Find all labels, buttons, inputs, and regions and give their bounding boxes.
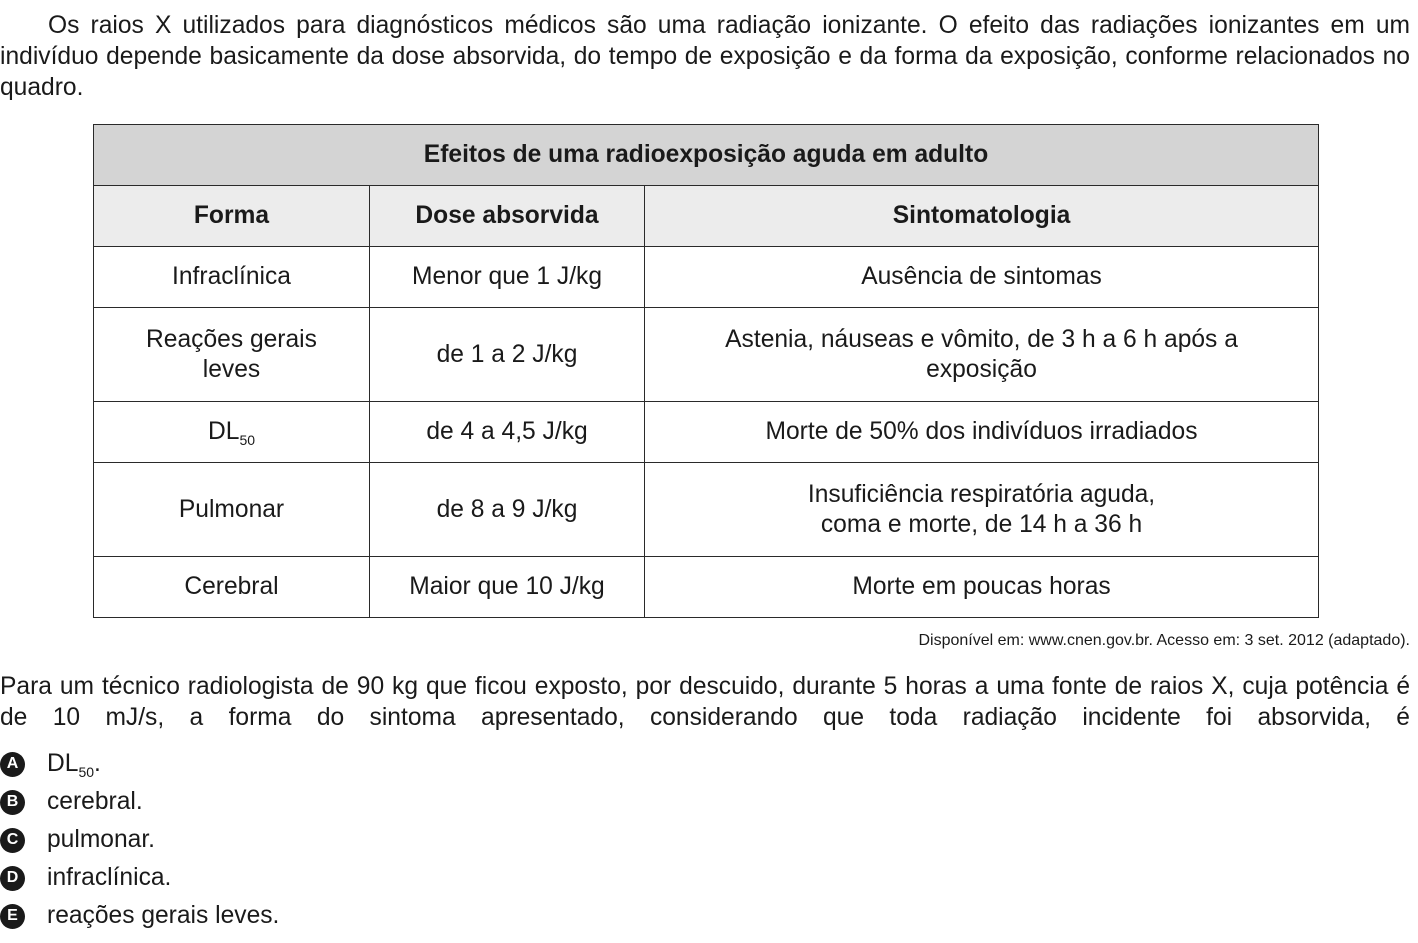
option-c[interactable]	[0, 821, 279, 859]
answer-options	[0, 745, 279, 935]
intro-paragraph: Os raios X utilizados para diagnósticos médicos são uma radiação ionizante. O efeito das radiações ionizantes em um indivíduo depende basicamente da dose absorvida, do tempo de exposição e da forma da exposição, conforme relacionados no quadro.	[0, 12, 1410, 101]
cell-dose: Menor que 1 J/kg	[370, 247, 645, 308]
cell-forma: Infraclínica	[94, 247, 370, 308]
option-text: infraclínica.	[47, 864, 172, 891]
option-letter-badge: A	[0, 752, 25, 777]
cell-dose: de 1 a 2 J/kg	[370, 308, 645, 402]
table-row	[94, 402, 1319, 463]
cell-sintomatologia: Morte em poucas horas	[645, 557, 1319, 618]
cell-forma-text: Reações gerais leves	[146, 325, 317, 383]
option-b[interactable]	[0, 783, 279, 821]
option-d[interactable]	[0, 859, 279, 897]
option-letter-badge: E	[0, 904, 25, 929]
cell-forma	[94, 402, 370, 463]
table-row	[94, 557, 1319, 618]
cell-dose: de 4 a 4,5 J/kg	[370, 402, 645, 463]
option-text: cerebral.	[47, 788, 143, 815]
option-text-base: DL	[47, 750, 79, 777]
header-forma: Forma	[94, 186, 370, 247]
cell-forma	[94, 308, 370, 402]
cell-sintomatologia: Morte de 50% dos indivíduos irradiados	[645, 402, 1319, 463]
table-row	[94, 247, 1319, 308]
cell-forma: Cerebral	[94, 557, 370, 618]
question-text: Para um técnico radiologista de 90 kg que ficou exposto, por descuido, durante 5 horas a uma fonte de raios X, cuja potência é de 10 mJ/s, a forma do sintoma apresentado, considerando que toda radiação incidente foi absorvida, é	[0, 673, 1410, 731]
option-a[interactable]	[0, 745, 279, 783]
cell-forma-base: DL	[207, 418, 240, 445]
option-text: reações gerais leves.	[47, 902, 280, 929]
cell-dose: de 8 a 9 J/kg	[370, 463, 645, 557]
cell-sintomatologia	[645, 308, 1319, 402]
option-letter-badge: D	[0, 866, 25, 891]
option-text	[47, 750, 101, 778]
table-row	[94, 463, 1319, 557]
option-text: pulmonar.	[47, 826, 156, 853]
cell-dose: Maior que 10 J/kg	[370, 557, 645, 618]
header-dose: Dose absorvida	[370, 186, 645, 247]
table-title: Efeitos de uma radioexposição aguda em adulto	[94, 125, 1319, 186]
cell-sintomatologia	[645, 463, 1319, 557]
cell-sintomatologia-line: Insuficiência respiratória aguda,	[807, 480, 1156, 508]
header-sintomatologia: Sintomatologia	[645, 186, 1319, 247]
table-row	[94, 308, 1319, 402]
cell-sintomatologia: Ausência de sintomas	[645, 247, 1319, 308]
option-text-subscript: 50	[78, 764, 95, 780]
option-letter-badge: C	[0, 828, 25, 853]
option-text-end: .	[94, 750, 101, 777]
cell-sintomatologia-line: coma e morte, de 14 h a 36 h	[820, 510, 1143, 538]
source-citation: Disponível em: www.cnen.gov.br. Acesso em: 3 set. 2012 (adaptado).	[918, 632, 1410, 649]
effects-table	[93, 124, 1319, 618]
cell-forma-subscript: 50	[239, 432, 256, 448]
option-e[interactable]	[0, 897, 279, 935]
cell-sintomatologia-text: Astenia, náuseas e vômito, de 3 h a 6 h após a exposição	[725, 325, 1238, 383]
option-letter-badge: B	[0, 790, 25, 815]
cell-forma: Pulmonar	[94, 463, 370, 557]
